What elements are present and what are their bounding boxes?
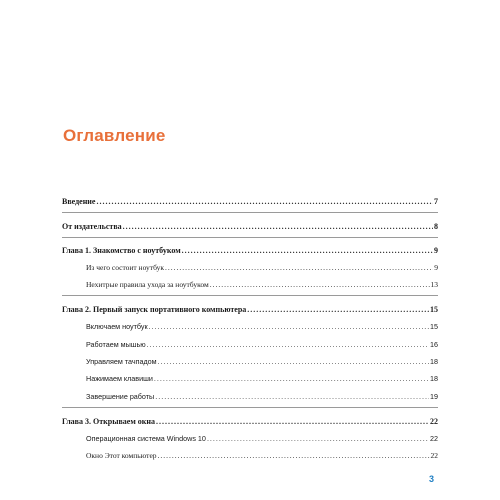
toc-entry-label: От издательства bbox=[62, 222, 122, 231]
toc-entry-page: 13 bbox=[430, 280, 438, 289]
page-title: Оглавление bbox=[63, 126, 166, 145]
divider bbox=[62, 295, 438, 296]
toc-entry-care-rules[interactable] bbox=[86, 280, 438, 289]
toc-entry-chapter-3[interactable] bbox=[62, 417, 438, 426]
toc-entry-keys[interactable] bbox=[86, 374, 438, 383]
toc-entry-page: 22 bbox=[430, 451, 438, 460]
toc-entry-label: Нехитрые правила ухода за ноутбуком bbox=[86, 280, 209, 289]
toc-entry-touchpad[interactable] bbox=[86, 357, 438, 366]
toc-entry-page: 9 bbox=[434, 246, 438, 255]
divider bbox=[62, 237, 438, 238]
toc-entry-label: Операционная система Windows 10 bbox=[86, 434, 206, 443]
page-number: 3 bbox=[429, 474, 435, 484]
toc-entry-page: 8 bbox=[434, 222, 438, 231]
toc-entry-page: 19 bbox=[430, 392, 438, 401]
toc-entry-page: 16 bbox=[430, 340, 438, 349]
toc-entry-windows-10[interactable] bbox=[86, 434, 438, 443]
toc-entry-label: Глава 1. Знакомство с ноутбуком bbox=[62, 246, 181, 255]
leader-dots bbox=[123, 222, 433, 231]
toc-entry-shutdown[interactable] bbox=[86, 392, 438, 401]
leader-dots bbox=[210, 280, 430, 289]
leader-dots bbox=[149, 322, 429, 331]
toc-entry-page: 15 bbox=[430, 322, 438, 331]
leader-dots bbox=[207, 434, 429, 443]
toc-entry-label: Окно Этот компьютер bbox=[86, 451, 157, 460]
toc-entry-laptop-parts[interactable] bbox=[86, 263, 438, 272]
toc-entry-this-pc-window[interactable] bbox=[86, 451, 438, 460]
toc-entry-label: Работаем мышью bbox=[86, 340, 146, 349]
toc-entry-chapter-2[interactable] bbox=[62, 305, 438, 314]
toc-entry-page: 22 bbox=[430, 434, 438, 443]
toc-entry-label: Включаем ноутбук bbox=[86, 322, 148, 331]
toc-entry-page: 18 bbox=[430, 374, 438, 383]
toc-entry-mouse[interactable] bbox=[86, 340, 438, 349]
leader-dots bbox=[156, 417, 429, 426]
toc-entry-label: Завершение работы bbox=[86, 392, 155, 401]
toc-entry-chapter-1[interactable] bbox=[62, 246, 438, 255]
toc-entry-label: Управляем тачпадом bbox=[86, 357, 157, 366]
leader-dots bbox=[158, 357, 429, 366]
toc-entry-page: 7 bbox=[434, 197, 438, 206]
divider bbox=[62, 212, 438, 213]
toc-entry-page: 15 bbox=[430, 305, 438, 314]
leader-dots bbox=[155, 392, 429, 401]
toc-entry-page: 9 bbox=[434, 263, 438, 272]
leader-dots bbox=[165, 263, 433, 272]
leader-dots bbox=[158, 451, 430, 460]
toc-entry-page: 18 bbox=[430, 357, 438, 366]
toc-entry-label: Нажимаем клавиши bbox=[86, 374, 153, 383]
divider bbox=[62, 407, 438, 408]
toc-entry-label: Глава 3. Открываем окна bbox=[62, 417, 155, 426]
toc-entry-label: Глава 2. Первый запуск портативного компьютера bbox=[62, 305, 247, 314]
toc-entry-from-publisher[interactable] bbox=[62, 222, 438, 231]
leader-dots bbox=[147, 340, 429, 349]
toc-entry-power-on[interactable] bbox=[86, 322, 438, 331]
toc-entry-introduction[interactable] bbox=[62, 197, 438, 206]
toc-entry-label: Из чего состоит ноутбук bbox=[86, 263, 164, 272]
toc-entry-label: Введение bbox=[62, 197, 96, 206]
leader-dots bbox=[247, 305, 429, 314]
leader-dots bbox=[154, 374, 429, 383]
leader-dots bbox=[182, 246, 433, 255]
toc-entry-page: 22 bbox=[430, 417, 438, 426]
leader-dots bbox=[96, 197, 433, 206]
